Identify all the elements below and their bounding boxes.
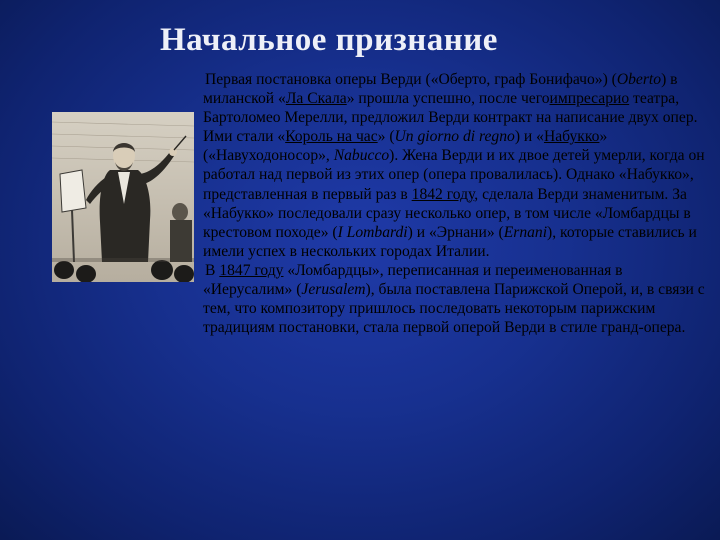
verdi-conducting-image bbox=[52, 112, 194, 282]
paragraph-jerusalem: В 1847 году «Ломбардцы», переписанная и переименованная в «Иерусалим» (Jerusalem), была поставлена Парижской Оперой, и, в связи с тем, что композитору пришлось последовать некоторым парижским традициям постановки, стала первой оперой Верди в стиле гранд-опера. bbox=[203, 261, 705, 337]
paragraph-first-performances: Первая постановка оперы Верди («Оберто, граф Бонифачо») (Oberto) в миланской «Ла Скала» прошла успешно, после чегоимпресарио театра, Бартоломео Мерелли, предложил Верди контракт на написание двух опер. Ими стали «Король на час» (Un giorno di regno) и «Набукко» («Навуходоносор», Nabucco). Жена Верди и их двое детей умерли, когда он работал над первой из этих опер (опера провалилась). Однако «Набукко», представленная в первый раз в 1842 году, сделала Верди знаменитым. За «Набукко» последовали сразу несколько опер, в том числе «Ломбардцы в крестовом походе» (I Lombardi) и «Эрнани» (Ernani), которые ставились и имели успех в нескольких городах Италии. bbox=[203, 71, 705, 260]
body-text bbox=[203, 70, 715, 337]
year-1847-link[interactable]: 1847 году bbox=[219, 261, 284, 279]
la-scala-link[interactable]: Ла Скала bbox=[285, 90, 347, 108]
impresario-link[interactable]: импресарио bbox=[549, 90, 630, 108]
year-1842-link[interactable]: 1842 году bbox=[411, 185, 475, 203]
slide-title: Начальное признание bbox=[160, 22, 498, 58]
king-for-a-day-link[interactable]: Король на час bbox=[285, 128, 378, 146]
nabucco-link[interactable]: Набукко bbox=[543, 128, 600, 146]
